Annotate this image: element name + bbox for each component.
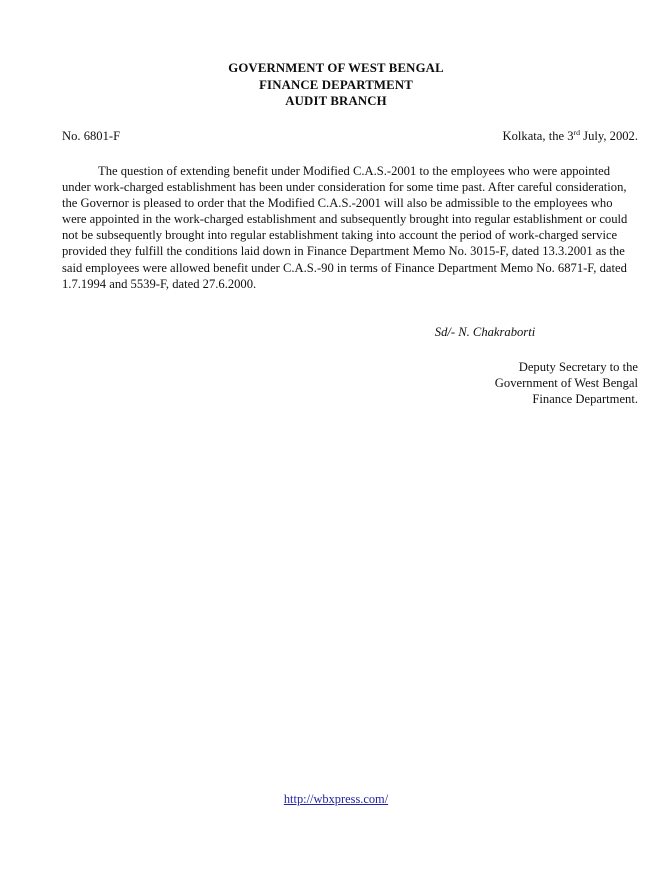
signature-block — [338, 324, 638, 407]
signatory-designation — [338, 359, 638, 407]
place-date-prefix: Kolkata, the 3 — [502, 129, 574, 143]
letterhead-line-branch: AUDIT BRANCH — [285, 94, 387, 108]
reference-row — [62, 128, 638, 144]
letterhead-line-department: FINANCE DEPARTMENT — [259, 77, 413, 92]
letterhead — [0, 60, 672, 110]
memo-number: No. 6801-F — [62, 129, 121, 143]
footer — [0, 790, 672, 808]
place-and-date — [503, 128, 638, 144]
order-paragraph: The question of extending benefit under Modified C.A.S.-2001 to the employees who were appointed under work-charged establishment has been under consideration for some time past. After careful consideration, the Governor is pleased to order that the Modified C.A.S.-2001 will also be admissible to the employees who were appointed in the work-charged establishment and subsequently brought into regular establishment or could not be subsequently brought into regular establishment taking into account the period of work-charged service provided they fulfill the conditions laid down in Finance Department Memo No. 3015-F, dated 13.3.2001 as the said employees were allowed benefit under C.A.S.-90 in terms of Finance Department Memo No. 6871-F, dated 1.7.1994 and 5539-F, dated 27.6.2000. — [62, 164, 628, 291]
place-date-suffix: July, 2002. — [580, 129, 638, 143]
signatory-name: Sd/- N. Chakraborti — [434, 325, 536, 339]
source-link[interactable]: http://wbxpress.com/ — [283, 792, 389, 806]
date-ordinal-suffix: rd — [573, 127, 581, 137]
body-text — [62, 163, 638, 292]
designation-line-government: Government of West Bengal — [494, 376, 638, 391]
designation-line-department: Finance Department. — [532, 392, 638, 407]
letterhead-line-government: GOVERNMENT OF WEST BENGAL — [228, 61, 444, 75]
designation-line-title: Deputy Secretary to the — [518, 360, 638, 374]
